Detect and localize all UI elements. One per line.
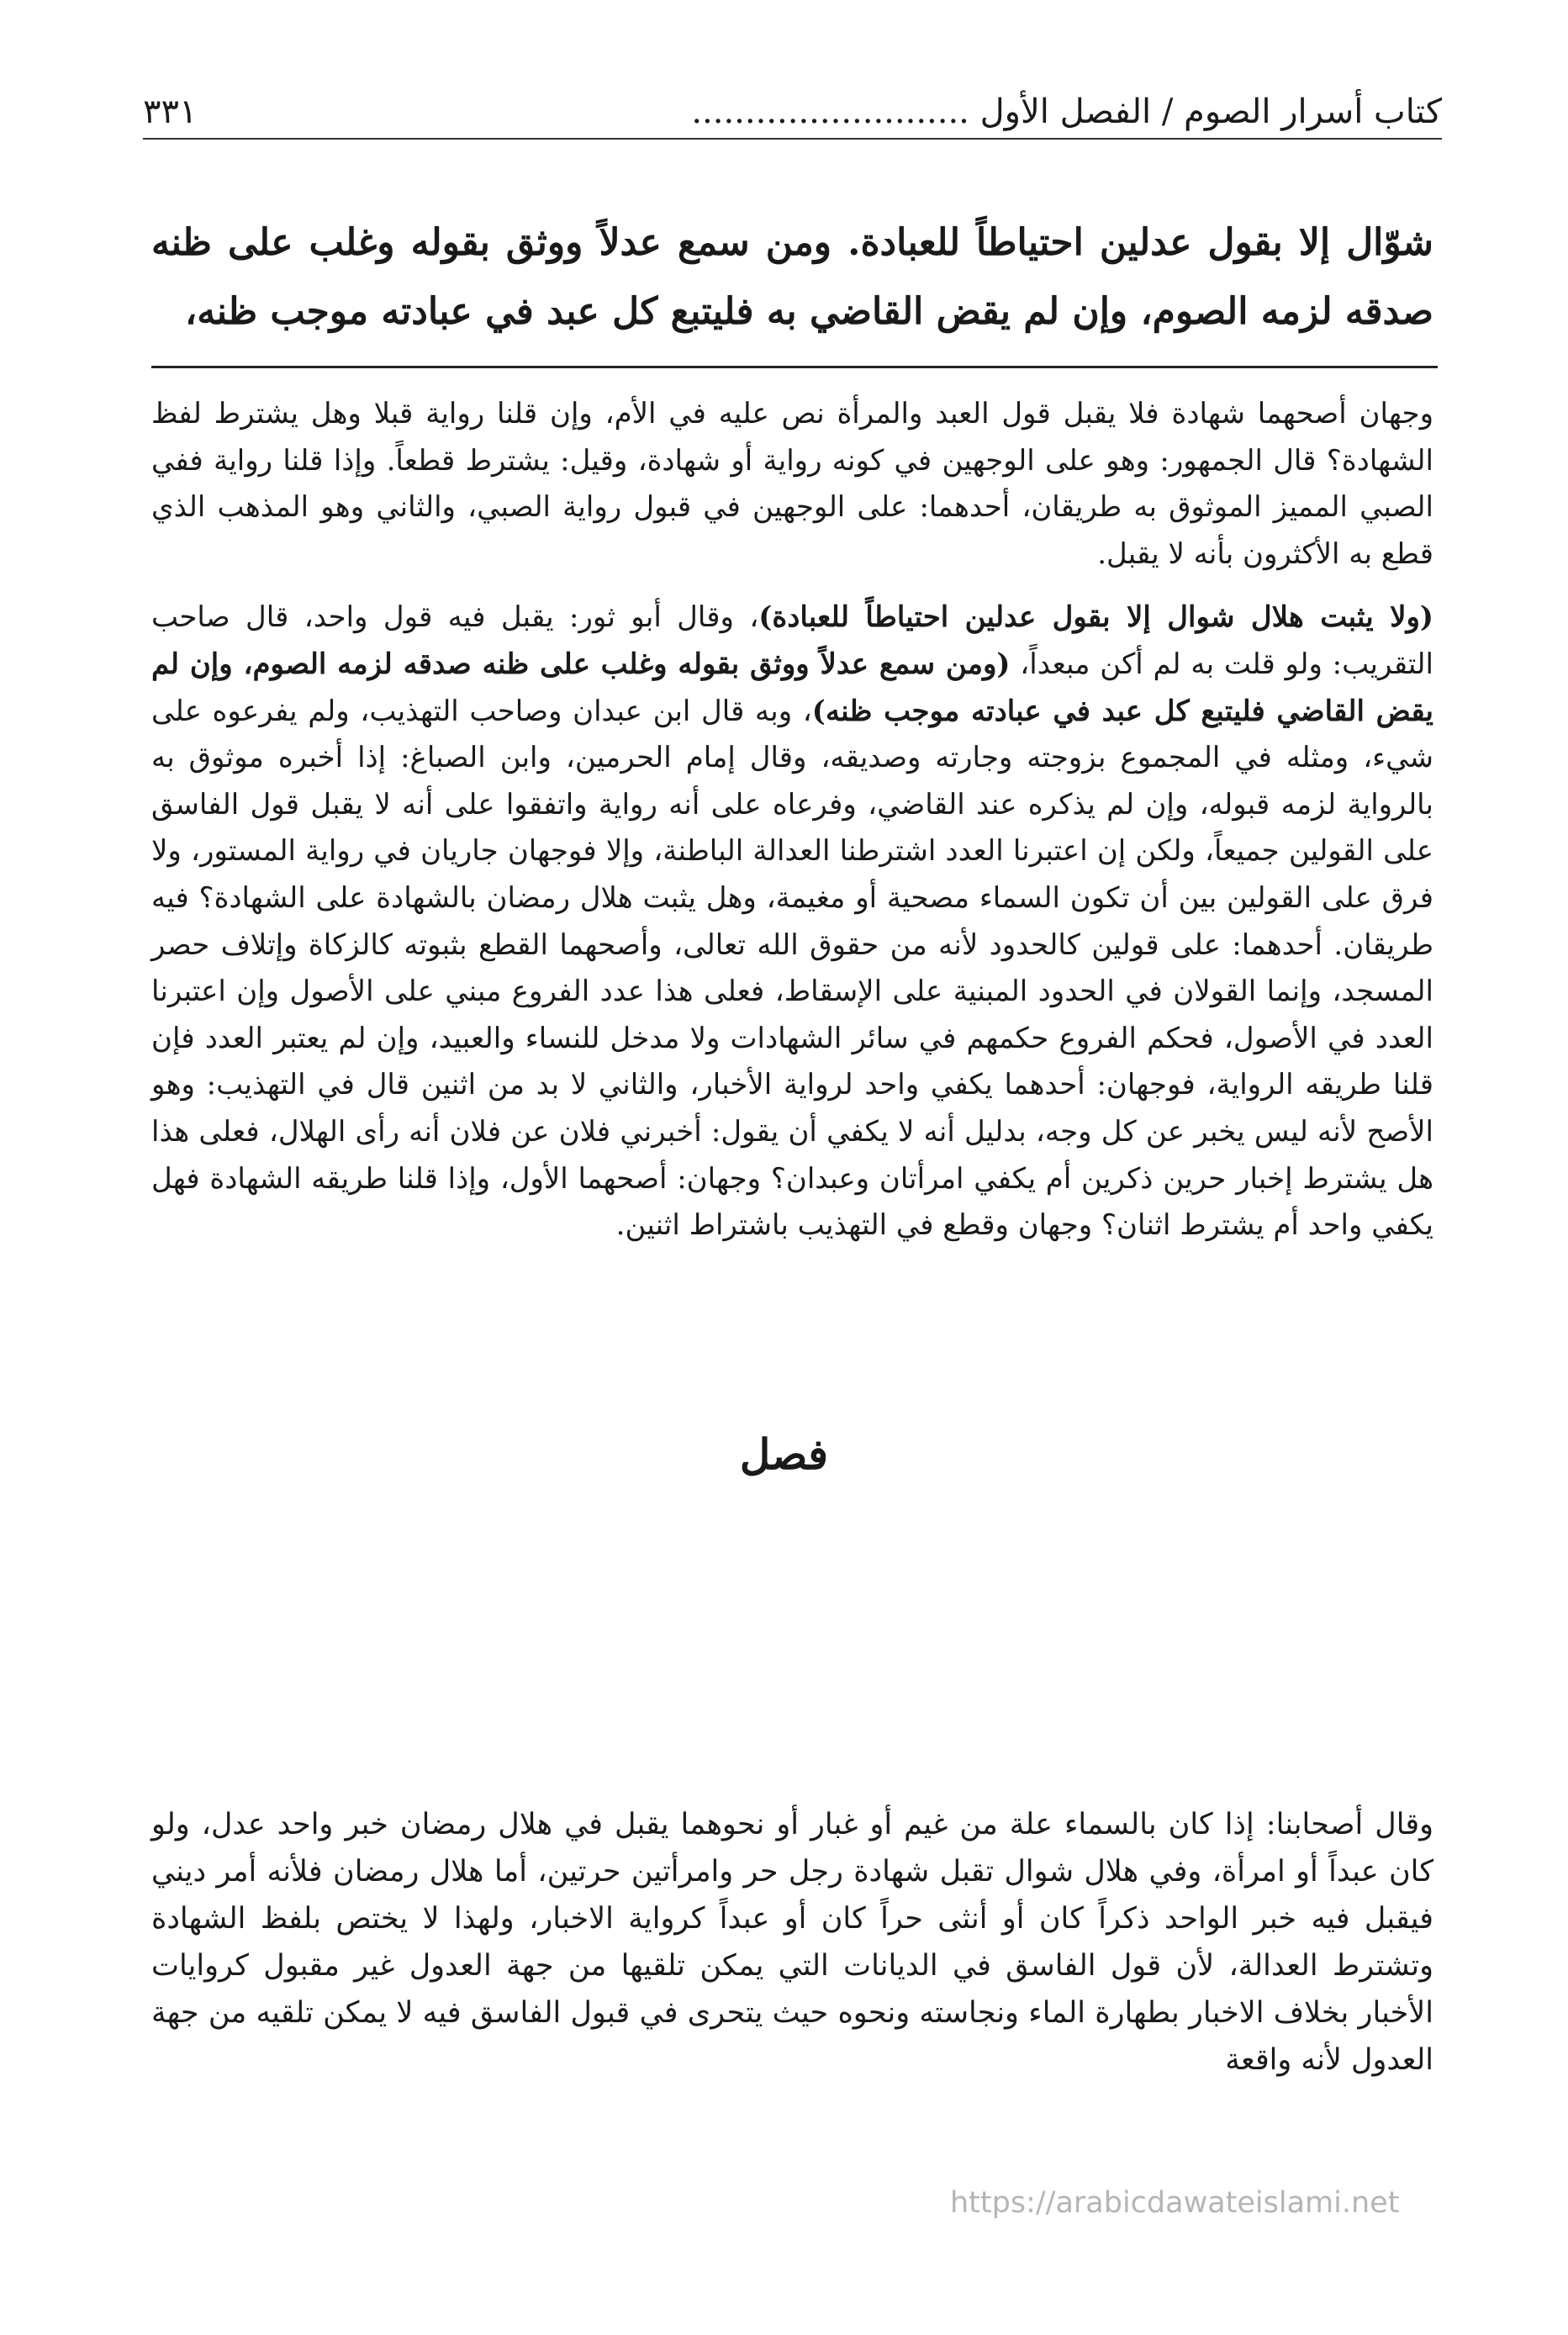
running-header — [143, 92, 1442, 140]
header-title: كتاب أسرار الصوم / الفصل الأول .......................... — [691, 92, 1442, 131]
quoted-matn-1: (ولا يثبت هلال شوال إلا بقول عدلين احتياطاً للعبادة) — [758, 600, 1433, 635]
page-number: ٣٣١ — [143, 92, 198, 131]
commentary-text-2: ، وبه قال ابن عبدان وصاحب التهذيب، ولم يفرعوه على شيء، ومثله في المجموع بزوجته وجارته وصديقه، وقال إمام الحرمين، وابن الصباغ: إذا أخبره موثوق به بالرواية لزمه قبوله، وإن لم يذكره عند القاضي، وفرعاه على أنه رواية واتفقوا على أنه لا يقبل قول الفاسق على القولين جميعاً، ولكن إن اعتبرنا العدد اشترطنا العدالة الباطنة، وإلا فوجهان جاريان في رواية المستور، ولا فرق على القولين بين أن تكون السماء مصحية أو مغيمة، وهل يثبت هلال رمضان بالشهادة على الشهادة؟ فيه طريقان. أحدهما: على قولين كالحدود لأنه من حقوق الله تعالى، وأصحهما القطع بثبوته كالزكاة وإتلاف حصر المسجد، وإنما القولان في الحدود المبنية على الإسقاط، فعلى هذا عدد الفروع مبني على الأصول وإن اعتبرنا العدد في الأصول، فحكم الفروع حكمهم في سائر الشهادات ولا مدخل للنساء والعبيد، وإن لم يعتبر العدد فإن قلنا طريقه الرواية، فوجهان: أحدهما يكفي واحد لرواية الأخبار، والثاني لا بد من اثنين قال في التهذيب: وهو الأصح لأنه ليس يخبر عن كل وجه، بدليل أنه لا يكفي أن يقول: أخبرني فلان عن فلان أنه رأى الهلال، فعلى هذا هل يشترط إخبار حرين ذكرين أم يكفي امرأتان وعبدان؟ وجهان: أصحهما الأول، وإذا قلنا طريقه الشهادة فهل يكفي واحد أم يشترط اثنان؟ وجهان وقطع في التهذيب باشتراط اثنين. — [151, 694, 1433, 1243]
commentary-paragraph-1: وجهان أصحهما شهادة فلا يقبل قول العبد والمرأة نص عليه في الأم، وإن قلنا رواية قبلا وهل يشترط لفظ الشهادة؟ قال الجمهور: وهو على الوجهين في كونه رواية أو شهادة، وقيل: يشترط قطعاً. وإذا قلنا رواية ففي الصبي المميز الموثوق به طريقان، أحدهما: على الوجهين في قبول رواية الصبي، والثاني وهو المذهب الذي قطع به الأكثرون بأنه لا يقبل. — [151, 397, 1433, 571]
section-heading: فصل — [739, 1429, 829, 1479]
watermark-url: https://arabicdawateislami.net — [950, 2186, 1400, 2220]
commentary — [151, 391, 1433, 1266]
main-text: شوّال إلا بقول عدلين احتياطاً للعبادة. ومن سمع عدلاً ووثق بقوله وغلب على ظنه صدقه لزمه الصوم، وإن لم يقض القاضي به فليتبع كل عبد في عبادته موجب ظنه، — [151, 221, 1433, 333]
commentary-paragraph-2 — [151, 594, 1433, 1249]
commentary-text-1: ، وقال أبو ثور: يقبل فيه قول واحد، قال صاحب التقريب: ولو قلت به لم أكن مبعداً، — [151, 600, 1433, 681]
quoted-matn-2: (ومن سمع عدلاً ووثق بقوله وغلب على ظنه صدقه لزمه الصوم، وإن لم يقض القاضي فليتبع كل عبد في عبادته موجب ظنه) — [151, 647, 1433, 728]
footnote-divider — [151, 366, 1438, 368]
section-text: وقال أصحابنا: إذا كان بالسماء علة من غيم أو غبار أو نحوهما يقبل في هلال رمضان خبر واحد عدل، ولو كان عبداً أو امرأة، وفي هلال شوال تقبل شهادة رجل حر وامرأتين حرتين، أما هلال رمضان فلأنه أمر ديني فيقبل فيه خبر الواحد ذكراً كان أو أنثى حراً كان أو عبداً كرواية الاخبار، ولهذا لا يختص بلفظ الشهادة وتشترط العدالة، لأن قول الفاسق في الديانات التي يمكن تلقيها من جهة العدول غير مقبول كروايات الأخبار بخلاف الاخبار بطهارة الماء ونجاسته ونحوه حيث يتحرى في قبول الفاسق فيه لا يمكن تلقيه من جهة العدول لأنه واقعة — [151, 1808, 1433, 2077]
